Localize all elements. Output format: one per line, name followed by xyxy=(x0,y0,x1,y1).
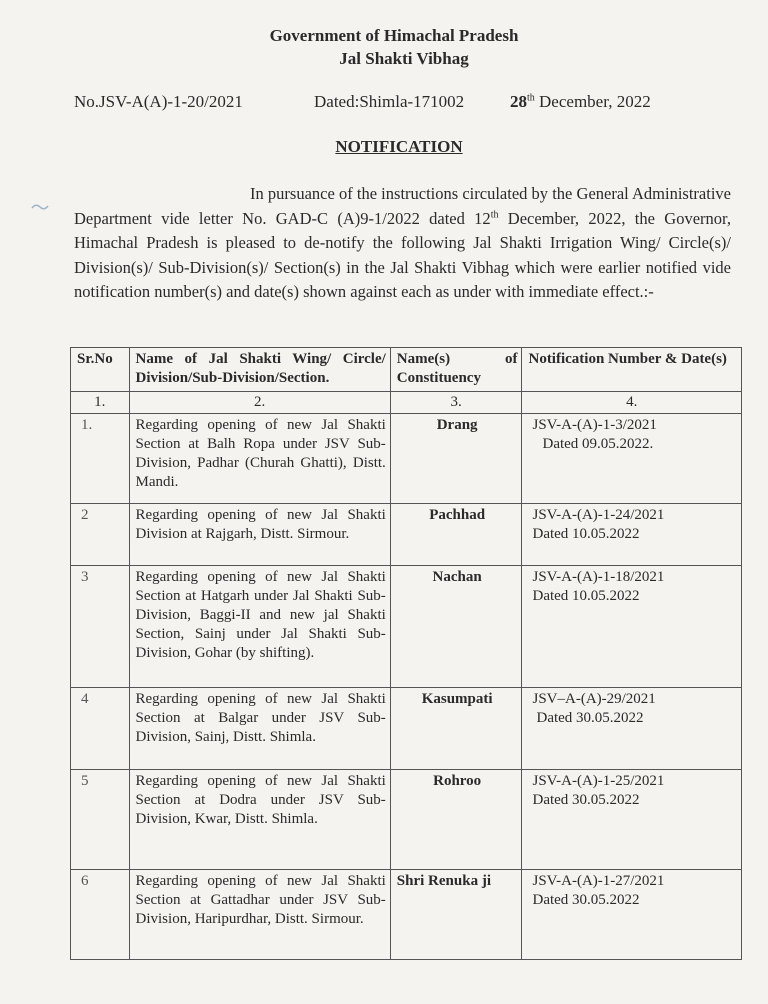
row-description: Regarding opening of new Jal Shakti Section at Balh Ropa under JSV Sub-Division, Padhar (Churah Ghatti), Distt. Mandi. xyxy=(129,414,390,504)
row-description: Regarding opening of new Jal Shakti Section at Gattadhar under JSV Sub-Division, Haripurdhar, Distt. Sirmour. xyxy=(129,870,390,960)
notification-title: NOTIFICATION xyxy=(335,137,463,156)
notification-number: JSV-A-(A)-1-24/2021 xyxy=(532,507,665,523)
row-notification xyxy=(522,566,742,688)
notification-heading xyxy=(0,137,768,157)
notification-date: Dated 30.05.2022 xyxy=(532,892,640,908)
body-part-1: In pursuance of the instructions circulated by the General Administrative Department vide letter No. GAD-C (A)9-1/2022 dated 12 xyxy=(74,184,731,228)
issue-date xyxy=(510,92,651,112)
row-constituency: Drang xyxy=(390,414,522,504)
row-description: Regarding opening of new Jal Shakti Section at Dodra under JSV Sub-Division, Kwar, Distt. Shimla. xyxy=(129,770,390,870)
notification-date: Dated 30.05.2022 xyxy=(536,710,644,726)
letterhead xyxy=(0,24,768,70)
notification-number: JSV-A-(A)-1-25/2021 xyxy=(532,773,665,789)
reference-number: No.JSV-A(A)-1-20/2021 xyxy=(74,92,243,111)
date-day: 28 xyxy=(510,92,527,111)
row-description: Regarding opening of new Jal Shakti Division at Rajgarh, Distt. Sirmour. xyxy=(129,504,390,566)
row-notification xyxy=(522,770,742,870)
row-notification xyxy=(522,504,742,566)
table-row xyxy=(71,504,742,566)
row-constituency: Rohroo xyxy=(390,770,522,870)
notification-date: Dated 10.05.2022 xyxy=(532,588,640,604)
header-sr-no: Sr.No xyxy=(71,348,130,392)
table-row xyxy=(71,566,742,688)
table-row xyxy=(71,688,742,770)
ink-blot-mark xyxy=(30,200,50,214)
table-row xyxy=(71,414,742,504)
notification-body xyxy=(74,182,731,305)
row-sr-no: 1. xyxy=(71,414,130,504)
row-constituency: Nachan xyxy=(390,566,522,688)
row-constituency: Pachhad xyxy=(390,504,522,566)
notification-number: JSV-A-(A)-1-18/2021 xyxy=(532,569,665,585)
row-constituency: Shri Renuka ji xyxy=(390,870,522,960)
row-sr-no: 5 xyxy=(71,770,130,870)
header-name: Name of Jal Shakti Wing/ Circle/ Division/Sub-Division/Section. xyxy=(129,348,390,392)
col-number: 2. xyxy=(129,392,390,414)
notification-date: Dated 30.05.2022 xyxy=(532,792,640,808)
dated-place: Dated:Shimla-171002 xyxy=(314,92,465,111)
table-header-row xyxy=(71,348,742,392)
denotification-table xyxy=(70,347,742,960)
notification-number: JSV–A-(A)-29/2021 xyxy=(532,691,656,707)
col-number: 4. xyxy=(522,392,742,414)
column-number-row xyxy=(71,392,742,414)
header-notification: Notification Number & Date(s) xyxy=(522,348,742,392)
notification-number: JSV-A-(A)-1-3/2021 xyxy=(532,417,657,433)
department-name: Jal Shakti Vibhag xyxy=(339,49,469,68)
government-name: Government of Himachal Pradesh xyxy=(269,26,519,45)
header-constituency: Name(s) of Constituency xyxy=(390,348,522,392)
row-sr-no: 4 xyxy=(71,688,130,770)
col-number: 1. xyxy=(71,392,130,414)
body-sup: th xyxy=(490,209,499,220)
body-part-2: December, 2022, the Governor, Himachal Pradesh is pleased to de-notify the following Jal Shakti Irrigation Wing/ Circle(s)/ Division(s)/ Sub-Division(s)/ Section(s) in the Jal Shakti Vibhag which were earlier notified vide notification number(s) and date(s) shown against each as under with immediate effect.:- xyxy=(74,208,731,301)
row-notification xyxy=(522,870,742,960)
table-row xyxy=(71,770,742,870)
row-description: Regarding opening of new Jal Shakti Section at Balgar under JSV Sub-Division, Sainj, Distt. Shimla. xyxy=(129,688,390,770)
notification-date: Dated 09.05.2022. xyxy=(542,436,654,452)
date-rest: December, 2022 xyxy=(534,92,651,111)
row-sr-no: 2 xyxy=(71,504,130,566)
row-sr-no: 3 xyxy=(71,566,130,688)
notification-number: JSV-A-(A)-1-27/2021 xyxy=(532,873,665,889)
date-suffix: th xyxy=(527,92,535,104)
row-notification xyxy=(522,688,742,770)
table-row xyxy=(71,870,742,960)
col-number: 3. xyxy=(390,392,522,414)
row-sr-no: 6 xyxy=(71,870,130,960)
row-description: Regarding opening of new Jal Shakti Section at Hatgarh under Jal Shakti Sub-Division, Baggi-II and new jal Shakti Section, Sainj under Jal Shakti Sub-Division, Gohar (by shifting). xyxy=(129,566,390,688)
row-constituency: Kasumpati xyxy=(390,688,522,770)
row-notification xyxy=(522,414,742,504)
notification-date: Dated 10.05.2022 xyxy=(532,526,640,542)
